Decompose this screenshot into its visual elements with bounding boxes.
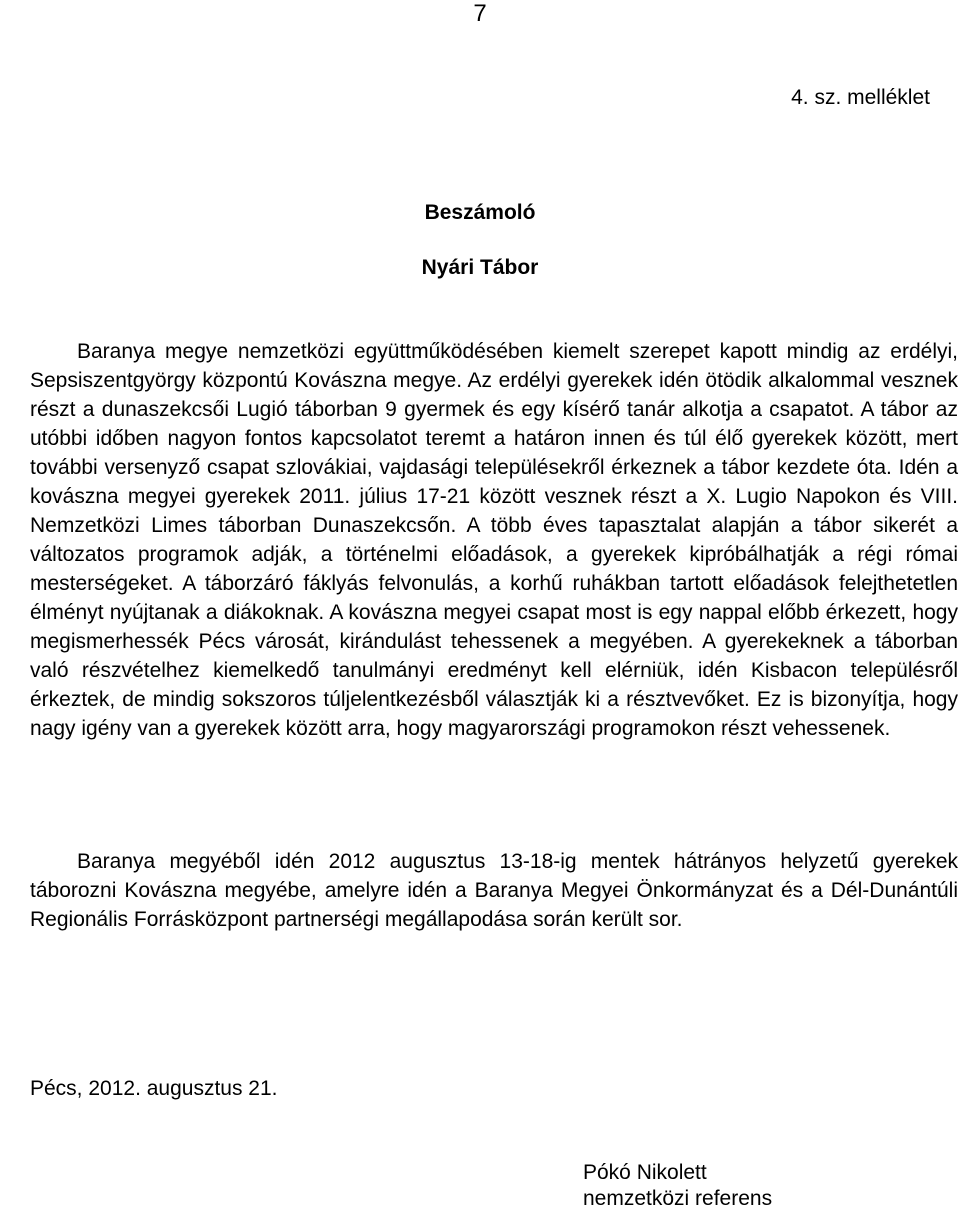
annex-label: 4. sz. melléklet [791, 86, 930, 109]
signatory-name: Pókó Nikolett [583, 1161, 707, 1184]
page-number: 7 [473, 0, 487, 27]
document-subtitle: Nyári Tábor [421, 256, 539, 279]
document-title: Beszámoló [424, 201, 536, 224]
body-paragraph-2: Baranya megyéből idén 2012 augusztus 13-18-ig mentek hátrányos helyzetű gyerekek táborozni Kovászna megyébe, amelyre idén a Baranya Megyei Önkormányzat és a Dél-Dunántúli Regionális Forrásközpont partnerségi megállapodása során került sor. [30, 850, 958, 931]
signatory-role: nemzetközi referens [583, 1187, 773, 1210]
place-and-date: Pécs, 2012. augusztus 21. [30, 1077, 278, 1100]
body-paragraph-1: Baranya megye nemzetközi együttműködésében kiemelt szerepet kapott mindig az erdélyi, Sepsiszentgyörgy központú Kovászna megye. Az erdélyi gyerekek idén ötödik alkalommal vesznek részt a dunaszekcsői Lugió táborban 9 gyermek és egy kísérő tanár alkotja a csapatot. A tábor az utóbbi időben nagyon fontos kapcsolatot teremt a határon innen és túl élő gyerekek között, mert további versenyző csapat szlovákiai, vajdasági településekről érkeznek a tábor kezdete óta. Idén a kovászna megyei gyerekek 2011. július 17-21 között vesznek részt a X. Lugio Napokon és VIII. Nemzetközi Limes táborban Dunaszekcsőn. A több éves tapasztalat alapján a tábor sikerét a változatos programok adják, a történelmi előadások, a gyerekek kipróbálhatják a régi római mesterségeket. A táborzáró fáklyás felvonulás, a korhű ruhákban tartott előadások felejthetetlen élményt nyújtanak a diákoknak. A kovászna megyei csapat most is egy nappal előbb érkezett, hogy megismerhessék Pécs városát, kirándulást tehessenek a megyében. A gyerekeknek a táborban való részvételhez kiemelkedő tanulmányi eredményt kell elérniük, idén Kisbacon településről érkeztek, de mindig sokszoros túljelentkezésből választják ki a résztvevőket. Ez is bizonyítja, hogy nagy igény van a gyerekek között arra, hogy magyarországi programokon részt vehessenek. [30, 340, 958, 740]
